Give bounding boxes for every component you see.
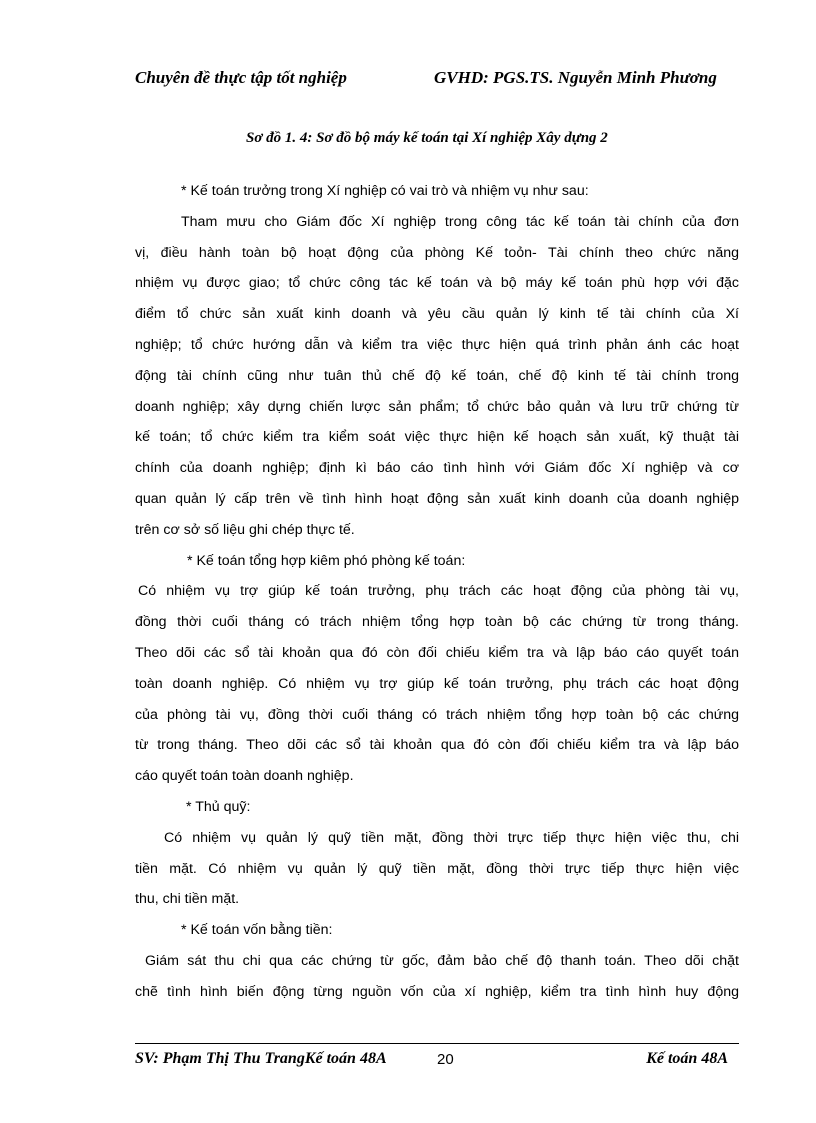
text-line: toàn doanh nghiệp. Có nhiệm vụ trợ giúp kế toán trưởng, phụ trách các hoạt động (135, 675, 739, 692)
page-number: 20 (437, 1051, 454, 1068)
text-line: tiền mặt. Có nhiệm vụ quản lý quỹ tiền mặt, đồng thời trực tiếp thực hiện việc (135, 860, 739, 877)
footer-student: SV: Phạm Thị Thu TrangKế toán 48A (135, 1050, 387, 1067)
text-line: vị, điều hành toàn bộ hoạt động của phòng Kế toỏn- Tài chính theo chức năng (135, 244, 739, 261)
text-line: động tài chính cũng như tuân thủ chế độ kế toán, chế độ kinh tế tài chính trong (135, 367, 739, 384)
text-line: Tham mưu cho Giám đốc Xí nghiệp trong công tác kế toán tài chính của đơn (181, 213, 739, 230)
text-line: * Thủ quỹ: (186, 798, 251, 815)
text-line: từ trong tháng. Theo dõi các sổ tài khoản qua đó còn đối chiếu kiểm tra và lập báo (135, 737, 739, 754)
text-line: * Kế toán vốn bằng tiền: (181, 922, 333, 939)
text-line: nhiệm vụ được giao; tổ chức công tác kế toán và bộ máy kế toán phù hợp với đặc (135, 275, 739, 292)
header-left-title: Chuyên đề thực tập tốt nghiệp (135, 68, 347, 87)
text-line: trên cơ sở số liệu ghi chép thực tế. (135, 521, 355, 538)
text-line: nghiệp; tổ chức hướng dẫn và kiểm tra việc thực hiện quá trình phản ánh các hoạt (135, 336, 739, 353)
text-line: điểm tổ chức sản xuất kinh doanh và yêu cầu quản lý kinh tế tài chính của Xí (135, 306, 739, 323)
body-text (135, 176, 739, 1008)
text-line: cáo quyết toán toàn doanh nghiệp. (135, 768, 354, 785)
header-supervisor: GVHD: PGS.TS. Nguyễn Minh Phương (434, 68, 717, 87)
text-line: chính của doanh nghiệp; định kì báo cáo tình hình với Giám đốc Xí nghiệp và cơ (135, 460, 739, 477)
diagram-caption: Sơ đồ 1. 4: Sơ đồ bộ máy kế toán tại Xí nghiệp Xây dựng 2 (246, 130, 608, 146)
text-line: * Kế toán trưởng trong Xí nghiệp có vai trò và nhiệm vụ như sau: (181, 183, 589, 199)
footer-divider (135, 1043, 739, 1044)
text-line: thu, chi tiền mặt. (135, 891, 240, 908)
text-line: doanh nghiệp; xây dựng chiến lược sản phẩm; tổ chức bảo quản và lưu trữ chứng từ (135, 398, 739, 415)
text-line: chẽ tình hình biến động từng nguồn vốn của xí nghiệp, kiểm tra tình hình huy động (135, 983, 739, 1000)
text-line: của phòng tài vụ, đồng thời cuối tháng có trách nhiệm tổng hợp toàn bộ các chứng (135, 706, 739, 723)
text-line: Có nhiệm vụ quản lý quỹ tiền mặt, đồng thời trực tiếp thực hiện việc thu, chi (164, 829, 739, 846)
text-line: Giám sát thu chi qua các chứng từ gốc, đảm bảo chế độ thanh toán. Theo dõi chặt (145, 952, 739, 969)
text-line: đồng thời cuối tháng có trách nhiệm tổng hợp toàn bộ các chứng từ trong tháng. (135, 614, 739, 631)
text-line: * Kế toán tổng hợp kiêm phó phòng kế toán: (187, 552, 466, 569)
footer-class: Kế toán 48A (646, 1050, 728, 1067)
text-line: Có nhiệm vụ trợ giúp kế toán trưởng, phụ trách các hoạt động của phòng tài vụ, (138, 583, 739, 600)
text-line: quan quản lý cấp trên về tình hình hoạt động sản xuất kinh doanh của doanh nghiệp (135, 490, 739, 507)
text-line: kế toán; tổ chức kiểm tra kiểm soát việc thực hiện kế hoạch sản xuất, kỹ thuật tài (135, 429, 739, 446)
text-line: Theo dõi các sổ tài khoản qua đó còn đối chiếu kiểm tra và lập báo cáo quyết toán (135, 644, 739, 661)
